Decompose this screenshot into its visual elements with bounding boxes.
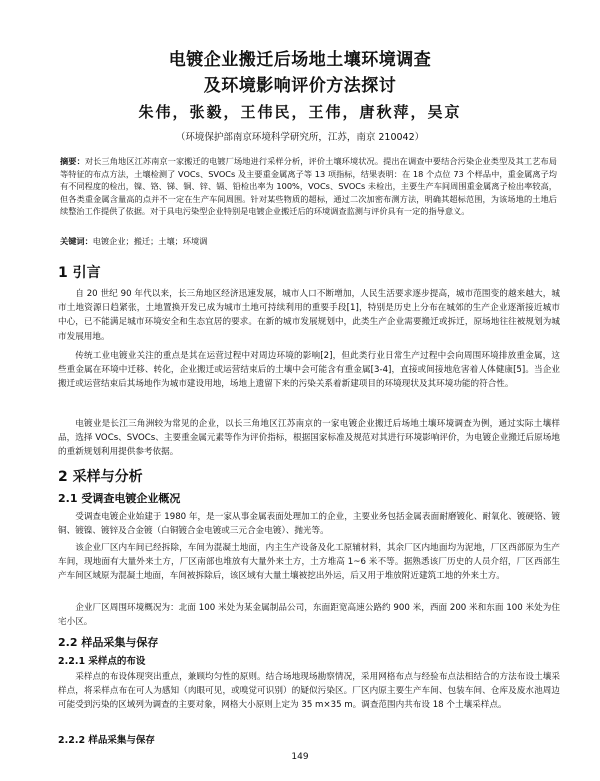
section-2-2-1-heading: 2.2.1 采样点的布设 [58,656,146,667]
section-1-heading: 1 引言 [58,265,101,281]
section-2-1-heading: 2.1 受调查电镀企业概况 [58,492,181,505]
authors: 朱伟，张毅，王伟民，王伟，唐秋萍，吴京 [138,103,462,121]
abstract-text: 对长三角地区江苏南京一家搬迁的电镀厂场地进行采样分析，评价土壤环境状况。提出在调查中要结合污染企业类型及其工艺布局等特征的布点方法，土壤检测了 VOCs、SVOCs 及主要重金属离子等 13 项指标，结果表明：在 18 个点位 73 个样品中，重金属离子均有不同程度的检出，镍、铬、锑、铜、锌、镉、铅检出率为 100%，VOCs、SVOCs 未检出，主要生产车间周围重金属离子检出率较高，但各类重金属含量高的点并不一定在生产车间周围。针对某些物质的超标，通过二次加密布测方法，明确其超标范围，为该场地的土地后续整治工作提供了依据。对于具电污染型企业特别是电镀企业搬迁后的环境调查监测与评价具有一定的指导意义。 [60,156,557,217]
title-line-1: 电镀企业搬迁后场地土壤环境调查 [168,50,432,70]
section-2-2-2-heading: 2.2.2 样品采集与保存 [58,735,155,746]
abstract [60,155,557,218]
title-line-2: 及环境影响评价方法探讨 [203,76,397,96]
section-2-1-paragraph-1: 受调查电镀企业始建于 1980 年，是一家从事金属表面处理加工的企业，主要业务包括金属表面耐磨镀化、耐氧化、镀硬铬、镀铜、镀镍、镀锌及合金镀（白铜镀合金电镀或三元合金电镀）、抛光等。 [58,512,560,537]
section-1-paragraph-1: 自 20 世纪 90 年代以来，长三角地区经济迅速发展，城市人口不断增加，人民生活要求逐步提高，城市范围变的越来越大，城市土地资源日趋紧张，土地置换开发已成为城市土地可持续利用的重要手段[1]，特别是历史上分布在城郊的生产企业逐渐接近城市中心，已不能满足城市环境安全和生态宜居的要求。在新的城市发展规划中，此类生产企业需要搬迁或拆迁，原场地往往被规划为城市发展用地。 [58,289,560,342]
page-number: 149 [291,752,309,762]
section-1-paragraph-3: 电镀业是长江三角洲较为常见的企业，以长三角地区江苏南京的一家电镀企业搬迁后场地土壤环境调查为例，通过实际土壤样品，选择 VOCs、SVOCs、主要重金属元素等作为评价指标，根据国家标准及规范对其进行环境影响评价，为电镀企业搬迁后原场地的重新规划利用提供参考依据。 [58,419,560,458]
keywords-label: 关键词： [60,236,93,246]
keywords [60,236,557,247]
section-2-2-heading: 2.2 样品采集与保存 [58,636,159,649]
section-2-2-1-paragraph: 采样点的布设体现突出重点，兼顾均匀性的原则。结合场地现场勘察情况，采用网格布点与经验布点法相结合的方法布设土壤采样点，将采样点布在可人为感知（肉眼可见，或嗅觉可识别）的疑似污染区。厂区内原主要生产车间、包装车间、仓库及废水池周边可能受到污染的区域列为调查的主要对象，网格大小原则上定为 35 m×35 m。调查范围内共布设 18 个土壤采样点。 [58,672,560,711]
section-2-heading: 2 采样与分析 [58,469,143,485]
section-2-1-paragraph-2: 该企业厂区内车间已经拆除，车间为混凝土地面，内主生产设备及化工原辅材料，其余厂区内地面均为泥地，厂区西部原为生产车间，现地面有大量外来土方，厂区南部也堆放有大量外来土方，土方堆高 1~6 米不等。据熟悉该厂历史的人员介绍，厂区西部生产车间区域原为混凝土地面，车间被拆除后，该区域有大量土壤被挖出外运，后又用于堆放附近建筑工地的外来土方。 [58,543,560,582]
affiliation: （环境保护部南京环境科学研究所，江苏，南京 210042） [175,132,425,143]
keywords-text: 电镀企业；搬迁；土壤；环境调 [92,236,208,246]
section-1-paragraph-2: 传统工业电镀业关注的重点是其在运营过程中对周边环境的影响[2]，但此类行业日常生产过程中会向周围环境排放重金属，这些重金属在环境中迁移、转化，企业搬迁或运营结束后的土壤中会可能含有重金属[3-4]，直接或间接地危害着人体健康[5]。当企业搬迁或运营结束后其场地作为城市建设用地，场地上遗留下来的污染关系着新建项目的环境现状及其环境功能的符合性。 [58,351,560,390]
section-2-1-paragraph-3: 企业厂区周围环境概况为：北面 100 米处为某金属制品公司，东面距宽高速公路约 900 米，西面 200 米和东面 100 米处为住宅小区。 [58,603,560,628]
abstract-label: 摘要： [60,156,85,166]
